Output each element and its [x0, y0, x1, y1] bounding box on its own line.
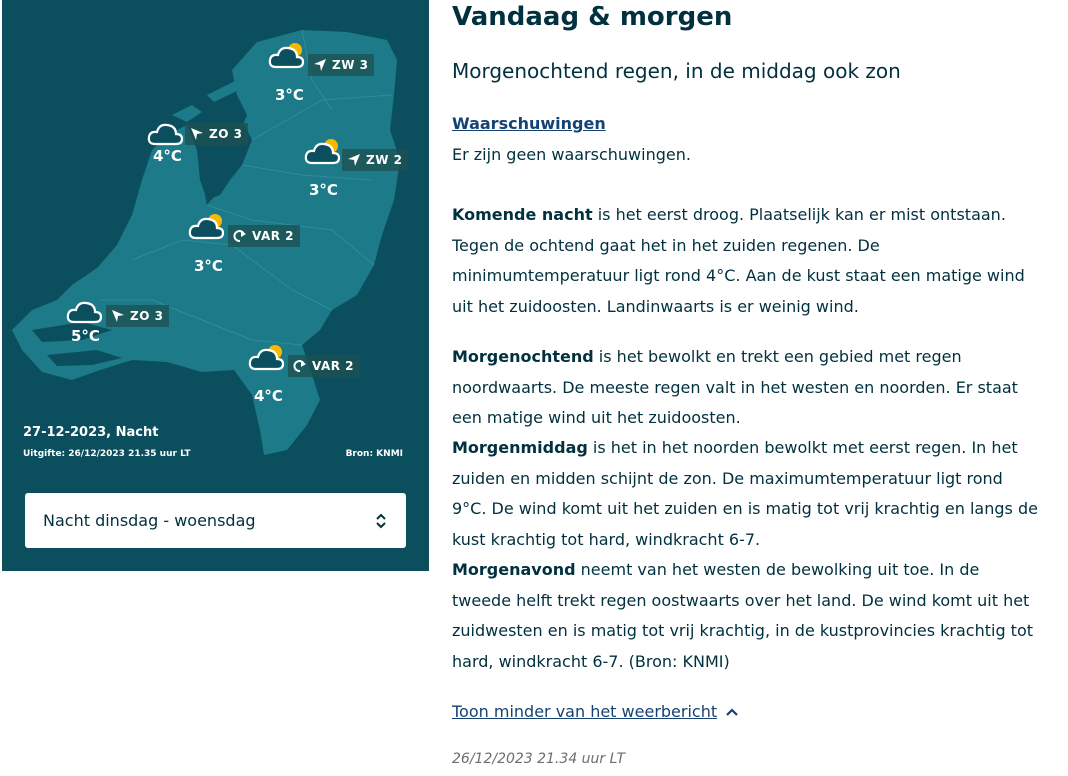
wind-arrow-icon: [292, 358, 308, 374]
wind-label: ZW 2: [366, 153, 403, 167]
paragraph-text: is het eerst droog. Plaatselijk kan er mist ontstaan. Tegen de ochtend gaat het in het zuiden regenen. De minimumtemperatuur ligt rond 4°C. Aan de kust staat een matige wind uit het zuidoosten. Landinwaarts is er weinig wind.: [452, 205, 1025, 316]
warnings-link[interactable]: Waarschuwingen: [452, 114, 606, 133]
wind-arrow-icon: [346, 152, 362, 168]
wind-label: VAR 2: [312, 359, 355, 373]
show-less-link[interactable]: [452, 702, 739, 721]
temperature-label: 3°C: [309, 181, 338, 199]
weather-map-panel: [2, 0, 429, 571]
wind-badge: [228, 225, 300, 247]
cloud-sun-icon: [188, 212, 228, 242]
period-select-value: Nacht dinsdag - woensdag: [43, 511, 256, 530]
wind-badge: [106, 305, 169, 327]
wind-label: ZW 3: [332, 58, 369, 72]
paragraph-text: is het in het noorden bewolkt met eerst regen. In het zuiden en midden schijnt de zon. De maximumtemperatuur ligt rond 9°C. De wind komt uit het zuiden en is matig tot vrij krachtig en langs de kust krachtig tot hard, windkracht 6-7.: [452, 438, 1038, 549]
temperature-label: 4°C: [254, 387, 283, 405]
cloud-sun-icon: [268, 41, 308, 71]
wind-arrow-icon: [312, 57, 328, 73]
wind-arrow-icon: [110, 308, 126, 324]
wind-badge: [288, 355, 360, 377]
chevron-up-down-icon: [374, 511, 388, 531]
forecast-subtitle: Morgenochtend regen, in de middag ook zon: [452, 59, 901, 83]
warnings-status: Er zijn geen waarschuwingen.: [452, 145, 691, 164]
show-less-label: Toon minder van het weerbericht: [452, 702, 718, 721]
wind-arrow-icon: [232, 228, 248, 244]
wind-label: ZO 3: [130, 309, 164, 323]
forecast-paragraph-morning: [452, 342, 1042, 434]
cloud-sun-icon: [304, 137, 344, 167]
temperature-label: 3°C: [275, 86, 304, 104]
cloud-sun-icon: [248, 343, 288, 373]
forecast-timestamp: 26/12/2023 21.34 uur LT: [452, 751, 626, 767]
period-select[interactable]: [25, 493, 406, 548]
cloud-icon: [66, 296, 106, 326]
wind-arrow-icon: [189, 126, 205, 142]
paragraph-heading: Morgenochtend: [452, 347, 594, 366]
wind-badge: [308, 54, 374, 76]
page-title: Vandaag & morgen: [452, 2, 733, 32]
paragraph-heading: Morgenavond: [452, 560, 576, 579]
paragraph-text: neemt van het westen de bewolking uit toe. In de tweede helft trekt regen oostwaarts over het land. De wind komt uit het zuidwesten en is matig tot vrij krachtig, in de kustprovincies krachtig tot hard, windkracht 6-7. (Bron: KNMI): [452, 560, 1034, 671]
map-date-label: 27-12-2023, Nacht: [23, 425, 159, 440]
forecast-paragraph-tonight: [452, 200, 1042, 322]
wind-label: VAR 2: [252, 229, 295, 243]
paragraph-text: is het bewolkt en trekt een gebied met regen noordwaarts. De meeste regen valt in het westen en noorden. Er staat een matige wind uit het zuidoosten.: [452, 347, 1018, 428]
forecast-paragraph-afternoon: [452, 433, 1042, 555]
paragraph-heading: Komende nacht: [452, 205, 593, 224]
chevron-up-icon: [725, 707, 739, 717]
wind-label: ZO 3: [209, 127, 243, 141]
temperature-label: 5°C: [71, 327, 100, 345]
map-issued-label: Uitgifte: 26/12/2023 21.35 uur LT: [23, 449, 191, 459]
forecast-paragraph-evening: [452, 555, 1042, 677]
wind-badge: [185, 123, 248, 145]
temperature-label: 4°C: [153, 147, 182, 165]
map-source-label: Bron: KNMI: [345, 449, 403, 459]
paragraph-heading: Morgenmiddag: [452, 438, 588, 457]
cloud-icon: [147, 118, 187, 148]
temperature-label: 3°C: [194, 257, 223, 275]
wind-badge: [342, 149, 408, 171]
